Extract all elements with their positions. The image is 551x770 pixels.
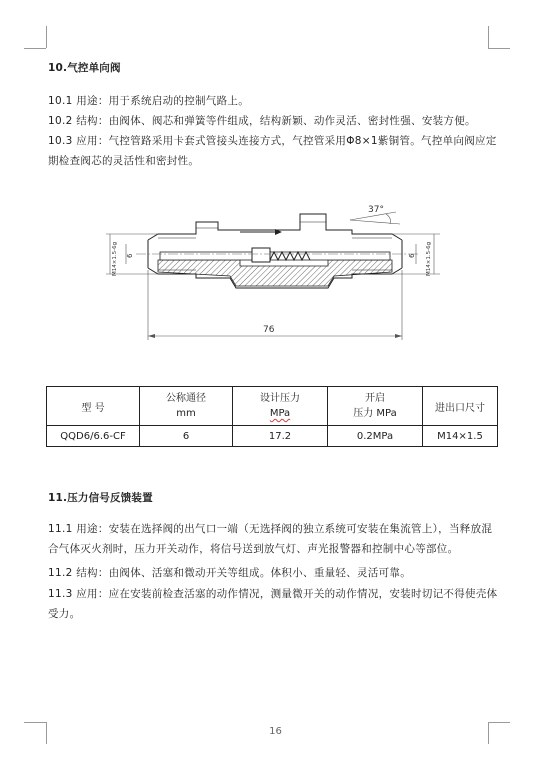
cell-model: QQD6/6.6-CF: [47, 426, 140, 447]
crop-mark-br-h: [488, 722, 510, 723]
left-thread-label: M14×1.5-6g: [112, 241, 118, 276]
header-open-line1: 开启: [365, 393, 385, 404]
header-design-line2: MPa: [269, 408, 291, 419]
section10-structure: 10.2 结构：由阀体、阀芯和弹簧等件组成，结构新颖、动作灵活、密封性强、安装方便。: [48, 115, 476, 127]
cell-open: 0.2MPa: [328, 426, 423, 447]
right-dim-label: 6: [408, 253, 416, 258]
cell-design: 17.2: [233, 426, 328, 447]
cell-port: M14×1.5: [423, 426, 498, 447]
section11-usage: 11.1 用途：安装在选择阀的出气口一端（无选择阀的独立系统可安装在集流管上），当释放混合气体灭火剂时，压力开关动作，将信号送到放气灯、声光报警器和控制中心等部位。: [48, 523, 493, 555]
left-dim-label: 6: [126, 253, 134, 258]
length-label: 76: [263, 325, 275, 335]
table-row: [47, 426, 498, 447]
angle-label: 37°: [368, 205, 384, 215]
section10-title: 10.气控单向阀: [48, 62, 121, 74]
right-thread-label: M14×1.5-6g: [426, 241, 432, 276]
section-hatch: [158, 260, 392, 286]
section11-title: 11.压力信号反馈装置: [48, 492, 153, 504]
crop-mark-tr-v: [488, 26, 489, 48]
section10-usage: 10.1 用途：用于系统启动的控制气路上。: [48, 95, 250, 107]
header-open-line2: 压力 MPa: [353, 408, 397, 419]
header-model: 型 号: [47, 387, 140, 426]
header-port-size: 进出口尺寸: [423, 387, 498, 426]
crop-mark-bl-h: [24, 722, 46, 723]
table-header-row: [47, 387, 498, 426]
crop-mark-tr-h: [488, 48, 510, 49]
page-number: 16: [269, 726, 282, 737]
cell-nominal: 6: [140, 426, 233, 447]
header-nominal-diameter: [140, 387, 233, 426]
section11-application: 11.3 应用：应在安装前检查活塞的动作情况，测量微开关的动作情况，安装时切记不得使壳体受力。: [48, 588, 498, 620]
crop-mark-tl-h: [24, 48, 46, 49]
crop-mark-tl-v: [46, 26, 47, 48]
spec-table: [46, 386, 498, 447]
section10-application: 10.3 应用：气控管路采用卡套式管接头连接方式，气控管采用Φ8×1紫铜管。气控单向阀应定期检查阀芯的灵活性和密封性。: [48, 135, 497, 167]
header-nominal-line1: 公称通径: [166, 393, 206, 404]
valve-spool: [252, 248, 270, 262]
header-design-line1: 设计压力: [260, 393, 300, 404]
check-valve-drawing: [100, 204, 445, 354]
section11-structure: 11.2 结构：由阀体、活塞和微动开关等组成。体积小、重量轻、灵活可靠。: [48, 567, 412, 579]
header-opening-pressure: [328, 387, 423, 426]
header-design-pressure: [233, 387, 328, 426]
header-nominal-line2: mm: [176, 408, 196, 419]
